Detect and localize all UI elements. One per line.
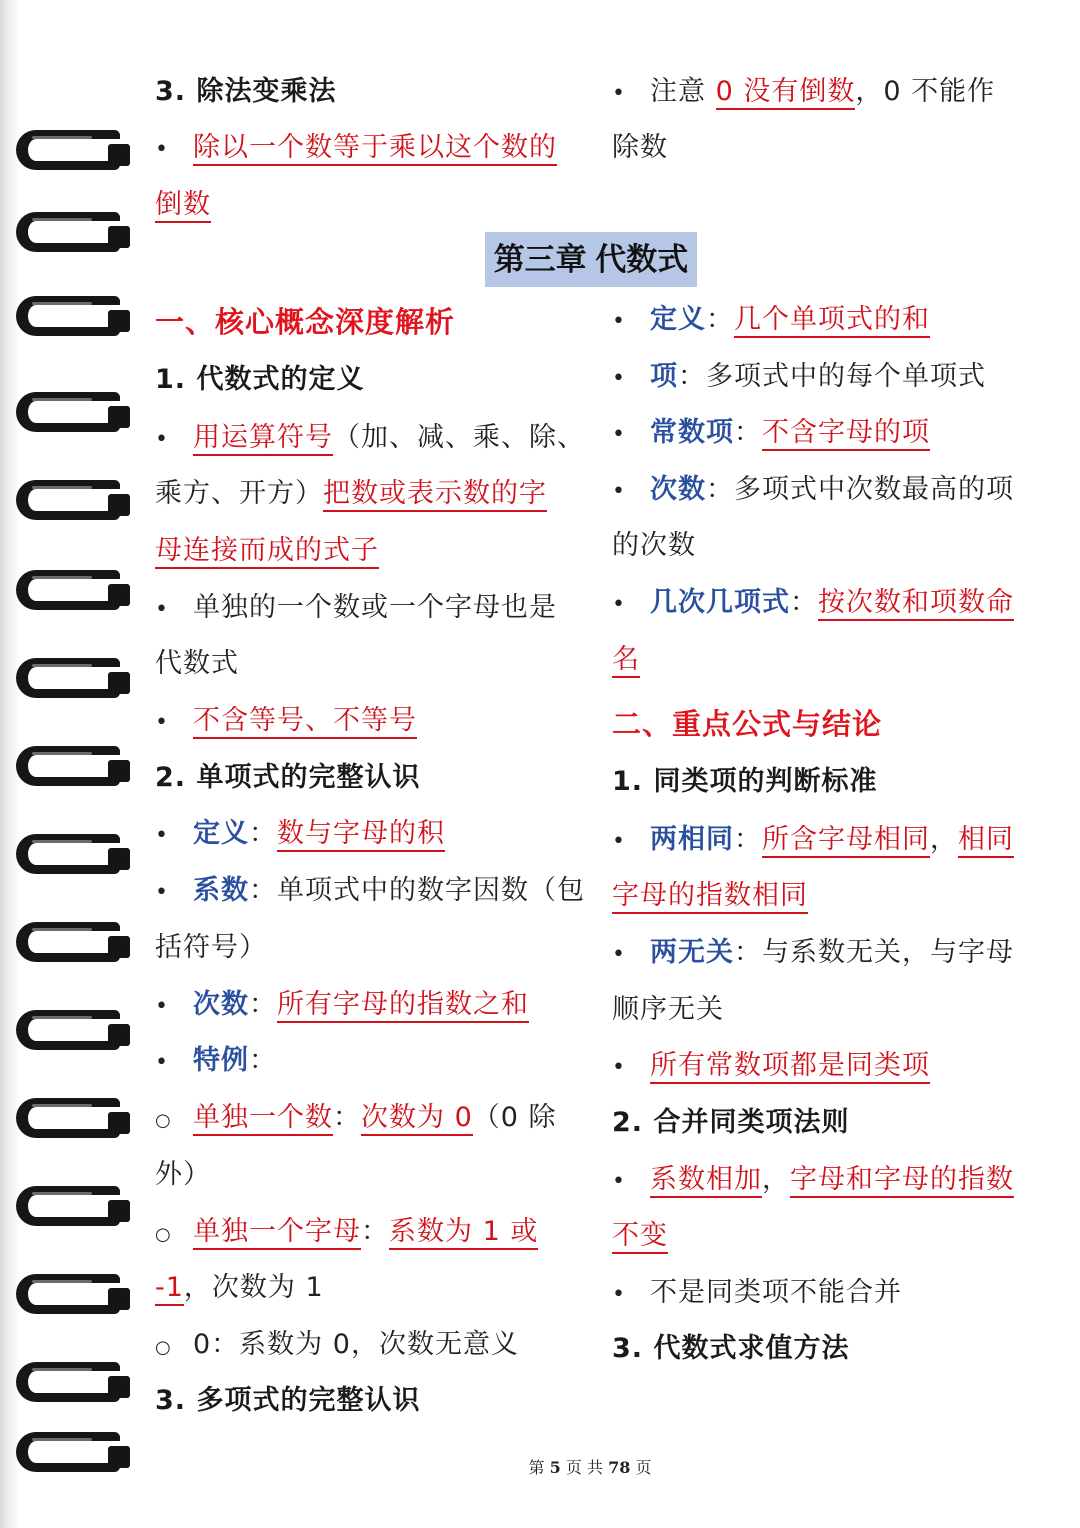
- bullet-icon: •: [612, 422, 626, 447]
- bullet-icon: •: [612, 592, 626, 617]
- bullet-icon: •: [155, 823, 169, 848]
- binding-ring: [10, 1360, 130, 1408]
- list-item-continuation: 除数: [612, 132, 668, 163]
- subheading: 1. 同类项的判断标准: [612, 766, 878, 797]
- list-item: • 所有常数项都是同类项: [612, 1046, 930, 1086]
- bullet-icon: •: [612, 1055, 626, 1080]
- list-item-continuation: 的次数: [612, 530, 696, 561]
- subheading: 3. 代数式求值方法: [612, 1333, 850, 1364]
- binding-ring: [10, 390, 130, 438]
- bullet-icon: •: [612, 81, 626, 106]
- bullet-icon: •: [612, 829, 626, 854]
- binding-ring: [10, 128, 130, 176]
- bullet-icon: •: [612, 309, 626, 334]
- bullet-icon: •: [612, 366, 626, 391]
- chapter-title: 第三章 代数式: [485, 232, 697, 287]
- bullet-icon: •: [612, 1282, 626, 1307]
- list-item: • 不是同类项不能合并: [612, 1273, 902, 1313]
- list-item-continuation: 母连接而成的式子: [155, 531, 379, 571]
- subheading: 3. 多项式的完整认识: [155, 1385, 421, 1416]
- subheading: 2. 单项式的完整认识: [155, 762, 421, 793]
- hollow-bullet-icon: ○: [155, 1110, 172, 1131]
- list-item-continuation: -1，次数为 1: [155, 1268, 324, 1308]
- list-item: • 单独的一个数或一个字母也是: [155, 588, 557, 628]
- binding-ring: [10, 920, 130, 968]
- sub-list-item: ○ 单独一个字母：系数为 1 或: [155, 1212, 538, 1252]
- list-item: • 两相同：所含字母相同，相同: [612, 820, 1014, 860]
- list-item: • 几次几项式：按次数和项数命: [612, 583, 1014, 623]
- total-pages: 78: [608, 1458, 631, 1477]
- list-item-continuation: 括符号）: [155, 932, 267, 963]
- list-item: • 定义：数与字母的积: [155, 814, 445, 854]
- list-item: • 除以一个数等于乘以这个数的: [155, 128, 557, 168]
- list-item: • 项：多项式中的每个单项式: [612, 357, 986, 397]
- hollow-bullet-icon: ○: [155, 1224, 172, 1245]
- bullet-icon: •: [612, 942, 626, 967]
- spiral-binding: [0, 0, 140, 1528]
- list-item-continuation: 外）: [155, 1159, 211, 1190]
- subheading: 2. 合并同类项法则: [612, 1107, 850, 1138]
- page-number: 5: [549, 1458, 561, 1477]
- list-item: • 常数项：不含字母的项: [612, 413, 930, 453]
- list-item: • 特例：: [155, 1041, 277, 1081]
- page-footer: 第 5 页 共 78 页: [528, 1458, 652, 1477]
- bullet-icon: •: [612, 479, 626, 504]
- subheading: 1. 代数式的定义: [155, 364, 365, 395]
- binding-ring: [10, 1184, 130, 1232]
- binding-ring: [10, 656, 130, 704]
- sub-list-item: ○ 单独一个数：次数为 0（0 除: [155, 1098, 557, 1138]
- list-item: • 次数：所有字母的指数之和: [155, 985, 529, 1025]
- list-item: • 两无关：与系数无关，与字母: [612, 933, 1014, 973]
- bullet-icon: •: [612, 1169, 626, 1194]
- bullet-icon: •: [155, 137, 169, 162]
- list-item-continuation: 倒数: [155, 185, 211, 225]
- list-item-continuation: 乘方、开方）把数或表示数的字: [155, 474, 547, 514]
- binding-ring: [10, 832, 130, 880]
- binding-ring: [10, 568, 130, 616]
- list-item-continuation: 字母的指数相同: [612, 876, 808, 916]
- list-item-continuation: 不变: [612, 1216, 668, 1256]
- list-item-continuation: 顺序无关: [612, 994, 724, 1025]
- binding-ring: [10, 1272, 130, 1320]
- binding-ring: [10, 744, 130, 792]
- bullet-icon: •: [155, 597, 169, 622]
- list-item: • 系数相加，字母和字母的指数: [612, 1160, 1014, 1200]
- bullet-icon: •: [155, 994, 169, 1019]
- bullet-icon: •: [155, 427, 169, 452]
- binding-ring: [10, 478, 130, 526]
- list-item-continuation: 名: [612, 640, 640, 680]
- binding-ring: [10, 294, 130, 342]
- list-item-continuation: 代数式: [155, 648, 239, 679]
- hollow-bullet-icon: ○: [155, 1337, 172, 1358]
- section-heading: 二、重点公式与结论: [612, 707, 883, 741]
- bullet-icon: •: [155, 1050, 169, 1075]
- list-item: • 次数：多项式中次数最高的项: [612, 470, 1014, 510]
- list-item: • 定义：几个单项式的和: [612, 300, 930, 340]
- section-heading: 一、核心概念深度解析: [155, 305, 456, 339]
- binding-ring: [10, 210, 130, 258]
- sub-list-item: ○ 0：系数为 0，次数无意义: [155, 1325, 519, 1365]
- list-item: • 不含等号、不等号: [155, 701, 417, 741]
- list-item: • 用运算符号（加、减、乘、除、: [155, 418, 585, 458]
- binding-ring: [10, 1008, 130, 1056]
- list-item: • 系数：单项式中的数字因数（包: [155, 871, 585, 911]
- bullet-icon: •: [155, 710, 169, 735]
- list-item: • 注意 0 没有倒数，0 不能作: [612, 72, 995, 112]
- bullet-icon: •: [155, 880, 169, 905]
- heading-division: 3. 除法变乘法: [155, 76, 337, 107]
- binding-ring: [10, 1096, 130, 1144]
